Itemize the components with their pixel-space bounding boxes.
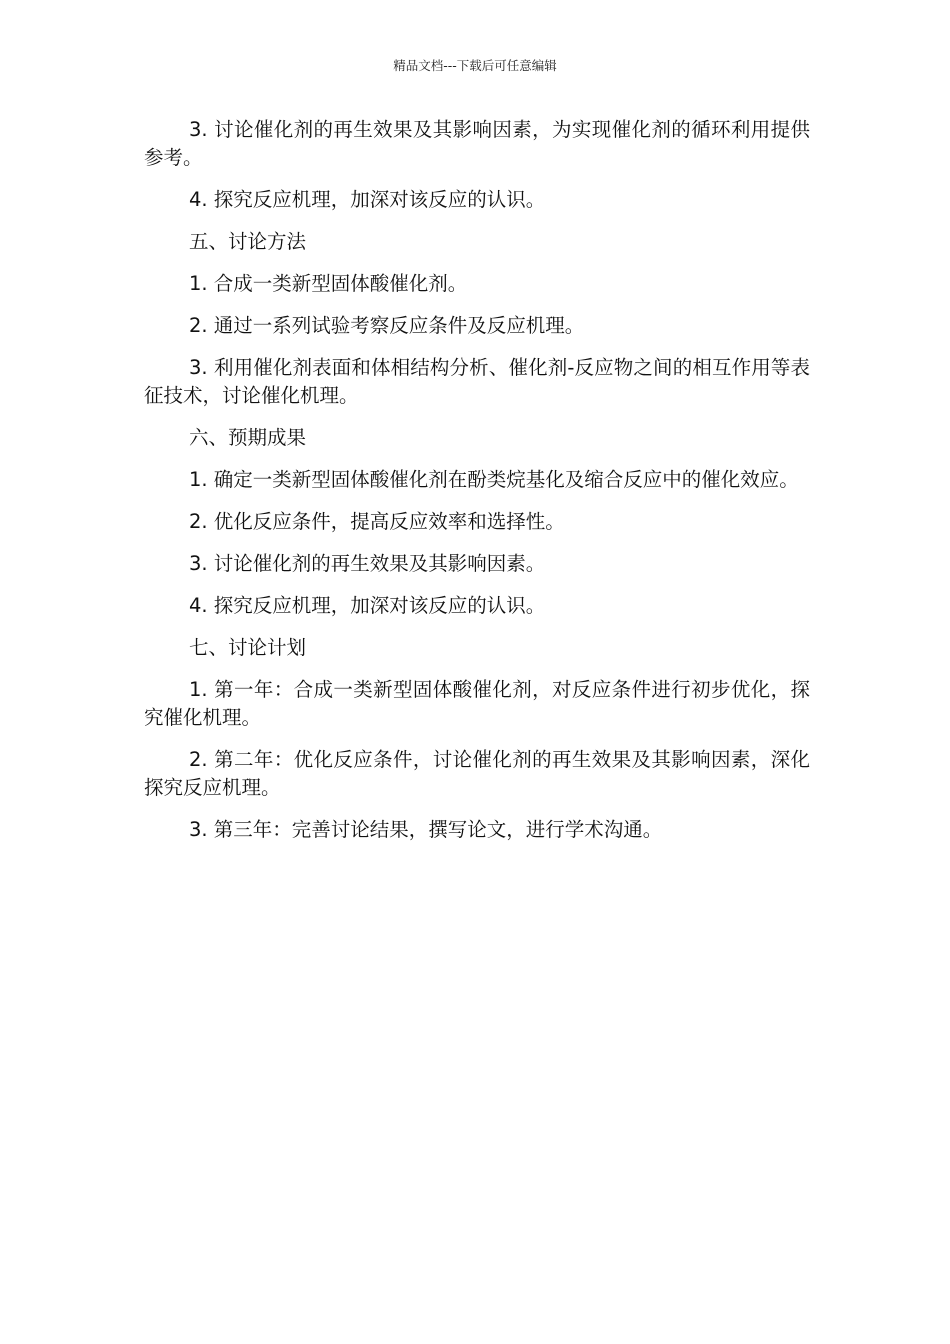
- list-item: 4. 探究反应机理，加深对该反应的认识。: [189, 594, 546, 617]
- list-item: 3. 第三年：完善讨论结果，撰写论文，进行学术沟通。: [189, 818, 663, 841]
- list-item: 1. 合成一类新型固体酸催化剂。: [189, 272, 468, 295]
- list-item: 2. 优化反应条件，提高反应效率和选择性。: [189, 510, 565, 533]
- list-item: 2. 第二年：优化反应条件，讨论催化剂的再生效果及其影响因素，深化探究反应机理。: [144, 748, 810, 799]
- document-body: [144, 116, 810, 858]
- section-heading: 七、讨论计划: [189, 636, 307, 659]
- list-item: 3. 讨论催化剂的再生效果及其影响因素，为实现催化剂的循环利用提供参考。: [144, 118, 810, 169]
- list-item: 3. 利用催化剂表面和体相结构分析、催化剂-反应物之间的相互作用等表征技术，讨论催化机理。: [144, 356, 810, 407]
- section-heading: 五、讨论方法: [189, 230, 307, 253]
- list-item: 1. 确定一类新型固体酸催化剂在酚类烷基化及缩合反应中的催化效应。: [189, 468, 799, 491]
- section-heading: 六、预期成果: [189, 426, 307, 449]
- list-item: 4. 探究反应机理，加深对该反应的认识。: [189, 188, 546, 211]
- list-item: 1. 第一年：合成一类新型固体酸催化剂，对反应条件进行初步优化，探究催化机理。: [144, 678, 810, 729]
- page-header: 精品文档---下载后可任意编辑: [393, 58, 557, 73]
- list-item: 3. 讨论催化剂的再生效果及其影响因素。: [189, 552, 546, 575]
- list-item: 2. 通过一系列试验考察反应条件及反应机理。: [189, 314, 585, 337]
